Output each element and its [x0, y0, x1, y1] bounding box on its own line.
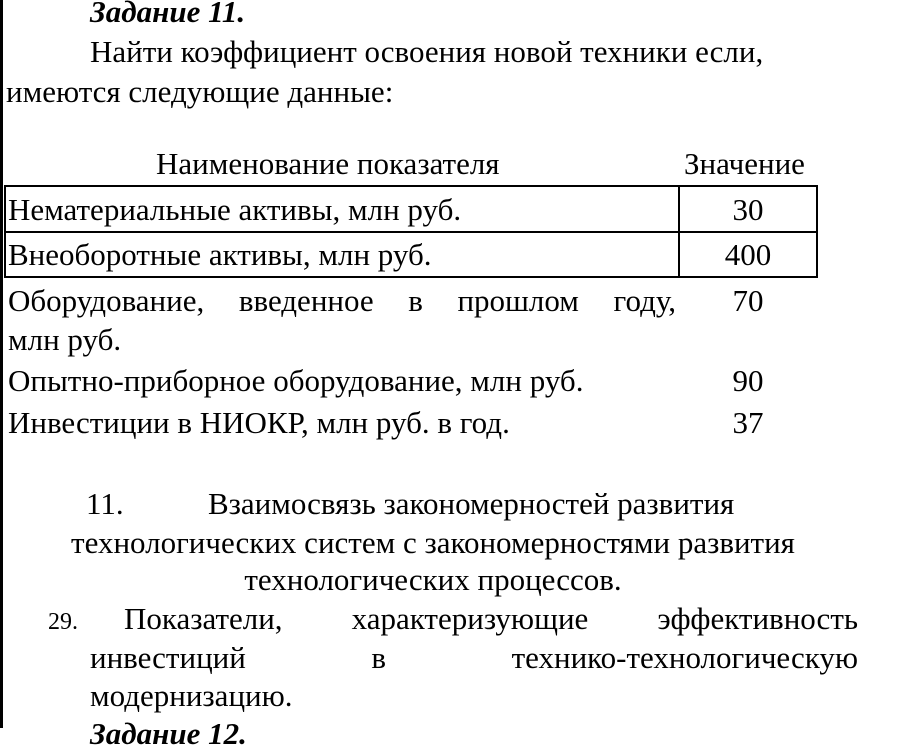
table-row-value: 37: [732, 405, 764, 440]
task-title: Задание 11.: [90, 0, 246, 29]
table-row-value: 90: [732, 363, 764, 398]
table-header-value: Значение: [684, 146, 805, 181]
item29-number: 29.: [48, 609, 78, 635]
item29-line1: Показатели, характеризующие эффективность: [124, 601, 858, 636]
table-row-value: 70: [732, 283, 764, 318]
table-row-name: Инвестиции в НИОКР, млн руб. в год.: [8, 405, 510, 440]
table-row-name: Внеоборотные активы, млн руб.: [8, 237, 432, 272]
table-row-name: Нематериальные активы, млн руб.: [8, 192, 462, 227]
item11-line3: технологических процессов.: [244, 562, 622, 597]
table-row-name-cont: млн руб.: [8, 322, 122, 357]
item11-line2: технологических систем с закономерностями развития: [71, 525, 795, 560]
table-row-value: 30: [732, 192, 764, 227]
task-text-line1: Найти коэффициент освоения новой техники если,: [90, 34, 764, 69]
next-task-title: Задание 12.: [90, 716, 247, 751]
table-row-name: Опытно-приборное оборудование, млн руб.: [8, 363, 584, 398]
item11-line1: Взаимосвязь закономерностей развития: [208, 486, 735, 521]
task-text-line2: имеются следующие данные:: [6, 74, 394, 109]
item29-line2: инвестиций в технико-технологическую: [90, 640, 858, 675]
item11-number: 11.: [86, 486, 124, 521]
table-row-name: Оборудование, введенное в прошлом году,: [8, 283, 676, 318]
table-row-value: 400: [724, 237, 772, 272]
table-header-name: Наименование показателя: [156, 146, 500, 181]
item29-line3: модернизацию.: [90, 678, 293, 713]
left-border: [0, 0, 3, 728]
